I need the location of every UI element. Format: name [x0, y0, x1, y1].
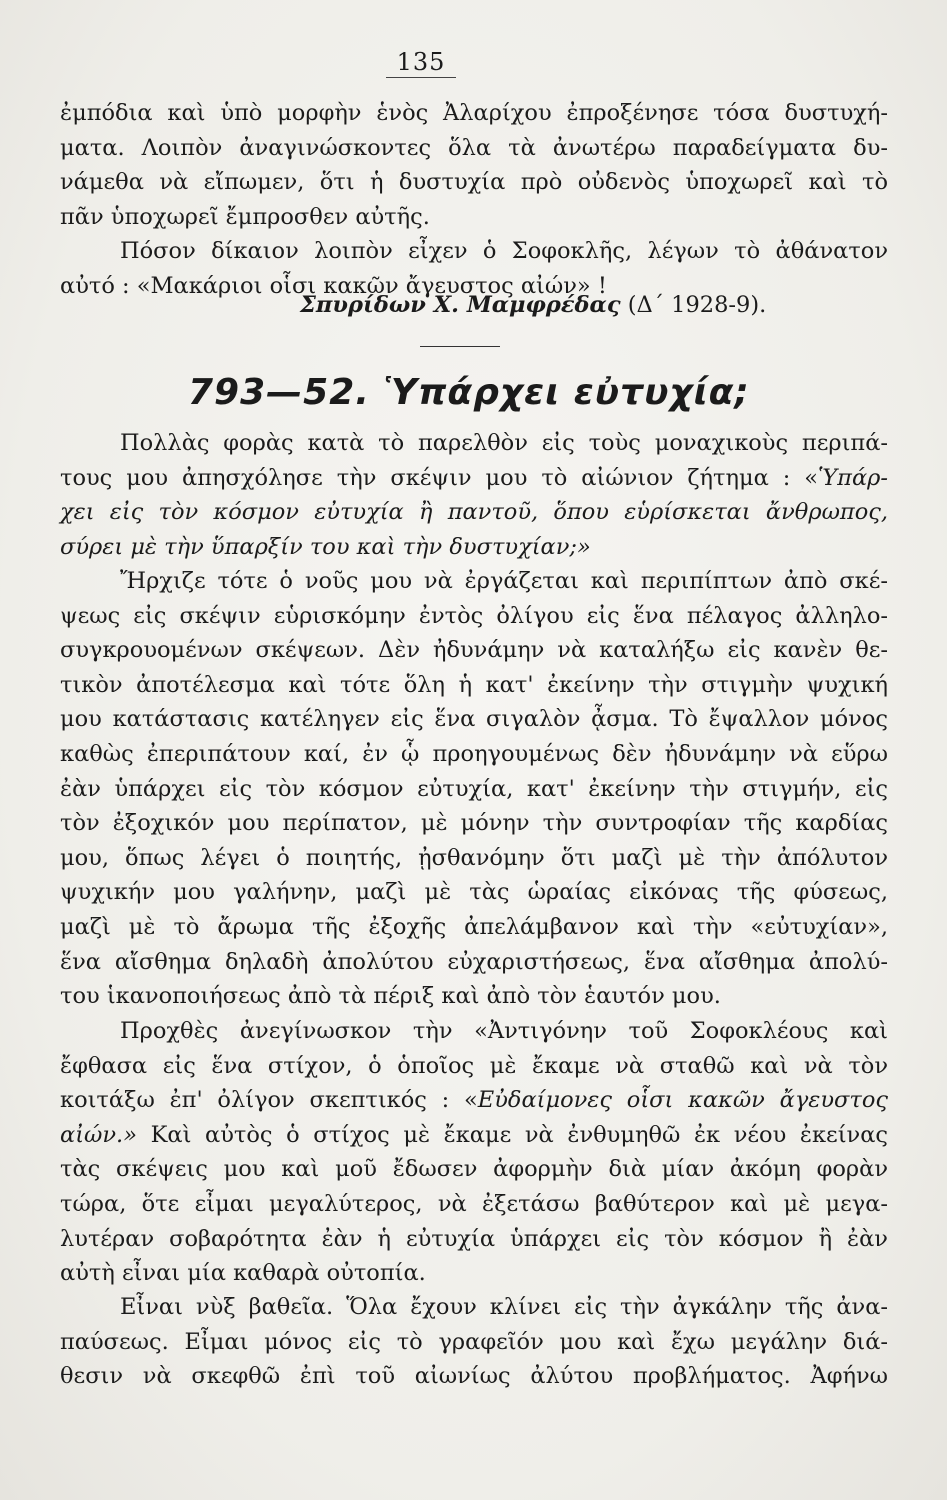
text-line: θεσιν νὰ σκεφθῶ ἐπὶ τοῦ αἰωνίως ἀλύτου προβλήματος. Ἀφήνω [60, 1363, 888, 1390]
text-line [60, 1118, 888, 1153]
text-line: Προχθὲς ἀνεγίνωσκον τὴν «Ἀντιγόνην τοῦ Σοφοκλέους καὶ [120, 1018, 888, 1044]
text-line: τώρα, ὅτε εἶμαι μεγαλύτερος, νὰ ἐξετάσω βαθύτερον καὶ μὲ μεγα- [60, 1190, 888, 1217]
text-line [60, 461, 888, 496]
text-line [60, 1083, 888, 1118]
text-line: ἐμπόδια καὶ ὑπὸ μορφὴν ἑνὸς Ἀλαρίχου ἐπροξένησε τόσα δυστυχή- [60, 100, 888, 126]
text-line-italic: χει εἰς τὸν κόσμον εὐτυχία ἢ παντοῦ, ὅπου εὑρίσκεται ἄνθρωπος, [60, 499, 888, 526]
text-line: ἕνα αἴσθημα δηλαδὴ ἀπολύτου εὐχαριστήσεως, ἕνα αἴσθημα ἀπολύ- [60, 948, 888, 975]
text-line: μαζὶ μὲ τὸ ἄρωμα τῆς ἐξοχῆς ἀπελάμβανον καὶ τὴν «εὐτυχίαν», [60, 913, 888, 940]
paragraph-1 [60, 426, 888, 564]
text-line: του ἱκανοποιήσεως ἀπὸ τὰ πέριξ καὶ ἀπὸ τὸν ἑαυτόν μου. [60, 983, 721, 1010]
page-number: 135 [396, 48, 446, 76]
quote-italic: Εὐδαίμονες οἷσι κακῶν ἄγευστος [477, 1087, 888, 1114]
section-heading: 793—52. Ὑπάρχει εὐτυχία; [188, 372, 750, 413]
quote-italic: αἰών.» [60, 1121, 137, 1148]
text-line: Πόσον δίκαιον λοιπὸν εἶχεν ὁ Σοφοκλῆς, λέγων τὸ ἀθάνατον [120, 238, 888, 264]
paragraph-2 [60, 564, 888, 1014]
paragraph-4 [60, 1290, 888, 1394]
text-line: ματα. Λοιπὸν ἀναγινώσκοντες ὅλα τὰ ἀνωτέρω παραδείγματα δυ- [60, 134, 888, 161]
text-line: τὸν ἐξοχικόν μου περίπατον, μὲ μόνην τὴν συντροφίαν τῆς καρδίας [60, 810, 888, 837]
paragraph-3 [60, 1014, 888, 1291]
text-line: τὰς σκέψεις μου καὶ μοῦ ἔδωσεν ἀφορμὴν διὰ μίαν ἀκόμη φορὰν [60, 1156, 888, 1183]
text-line: τικὸν ἀποτέλεσμα καὶ τότε ὅλη ἡ κατ' ἐκείνην τὴν στιγμὴν ψυχική [60, 671, 888, 698]
author-signature [300, 292, 766, 318]
text-span: κοιτάξω ἐπ' ὀλίγον σκεπτικός : « [60, 1087, 478, 1114]
text-line: καθὼς ἐπεριπάτουν καί, ἐν ᾧ προηγουμένως δὲν ἠδυνάμην νὰ εὕρω [60, 740, 888, 767]
author-name: Σπυρίδων Χ. Μαμφρέδας [300, 292, 621, 318]
page-number-rule [386, 77, 456, 78]
text-line-italic: σύρει μὲ τὴν ὕπαρξίν του καὶ τὴν δυστυχίαν;» [60, 533, 591, 560]
text-line: αὐτὴ εἶναι μία καθαρὰ οὐτοπία. [60, 1260, 426, 1287]
text-line: ἐὰν ὑπάρχει εἰς τὸν κόσμον εὐτυχία, κατ' ἐκείνην τὴν στιγμήν, εἰς [60, 775, 888, 802]
text-line: μου, ὅπως λέγει ὁ ποιητής, ᾐσθανόμην ὅτι μαζὶ μὲ τὴν ἀπόλυτον [60, 844, 888, 871]
text-line: αὐτό : «Μακάριοι οἷσι κακῶν ἄγευστος αἰών» ! [60, 272, 607, 299]
text-line: ἔφθασα εἰς ἕνα στίχον, ὁ ὁποῖος μὲ ἔκαμε νὰ σταθῶ καὶ νὰ τὸν [60, 1052, 888, 1079]
text-line: Ἤρχιζε τότε ὁ νοῦς μου νὰ ἐργάζεται καὶ περιπίπτων ἀπὸ σκέ- [120, 568, 888, 594]
continued-paragraph [60, 96, 888, 234]
text-line: Πολλὰς φορὰς κατὰ τὸ παρελθὸν εἰς τοὺς μοναχικοὺς περιπά- [120, 430, 888, 456]
text-line: παύσεως. Εἶμαι μόνος εἰς τὸ γραφεῖόν μου καὶ ἔχω μεγάλην διά- [60, 1328, 888, 1355]
text-line: ψυχικήν μου γαλήνην, μαζὶ μὲ τὰς ὡραίας εἰκόνας τῆς φύσεως, [60, 879, 888, 906]
section-divider [420, 346, 500, 347]
text-span: Καὶ αὐτὸς ὁ στίχος μὲ ἔκαμε νὰ ἐνθυμηθῶ ἐκ νέου ἐκείνας [136, 1121, 888, 1148]
text-line: λυτέραν σοβαρότητα ἐὰν ἡ εὐτυχία ὑπάρχει εἰς τὸν κόσμον ἢ ἐὰν [60, 1225, 888, 1252]
text-span: τους μου ἀπησχόλησε τὴν σκέψιν μου τὸ αἰώνιον ζήτημα : « [60, 464, 819, 491]
text-line: νάμεθα νὰ εἴπωμεν, ὅτι ἡ δυστυχία πρὸ οὐδενὸς ὑποχωρεῖ καὶ τὸ [60, 169, 888, 196]
text-line: μου κατάστασις κατέληγεν εἰς ἕνα σιγαλὸν ᾆσμα. Τὸ ἔψαλλον μόνος [60, 706, 888, 733]
quote-italic: Ὑπάρ- [818, 464, 888, 491]
text-line: Εἶναι νὺξ βαθεῖα. Ὅλα ἔχουν κλίνει εἰς τὴν ἀγκάλην τῆς ἀνα- [120, 1294, 888, 1320]
text-line: ψεως εἰς σκέψιν εὑρισκόμην ἐντὸς ὀλίγου εἰς ἕνα πέλαγος ἀλληλο- [60, 602, 888, 629]
text-line: συγκρουομένων σκέψεων. Δὲν ἠδυνάμην νὰ καταλήξω εἰς κανὲν θε- [60, 637, 888, 664]
issue-reference: (Δ΄ 1928-9). [627, 292, 767, 318]
text-line: πᾶν ὑποχωρεῖ ἔμπροσθεν αὐτῆς. [60, 203, 430, 230]
